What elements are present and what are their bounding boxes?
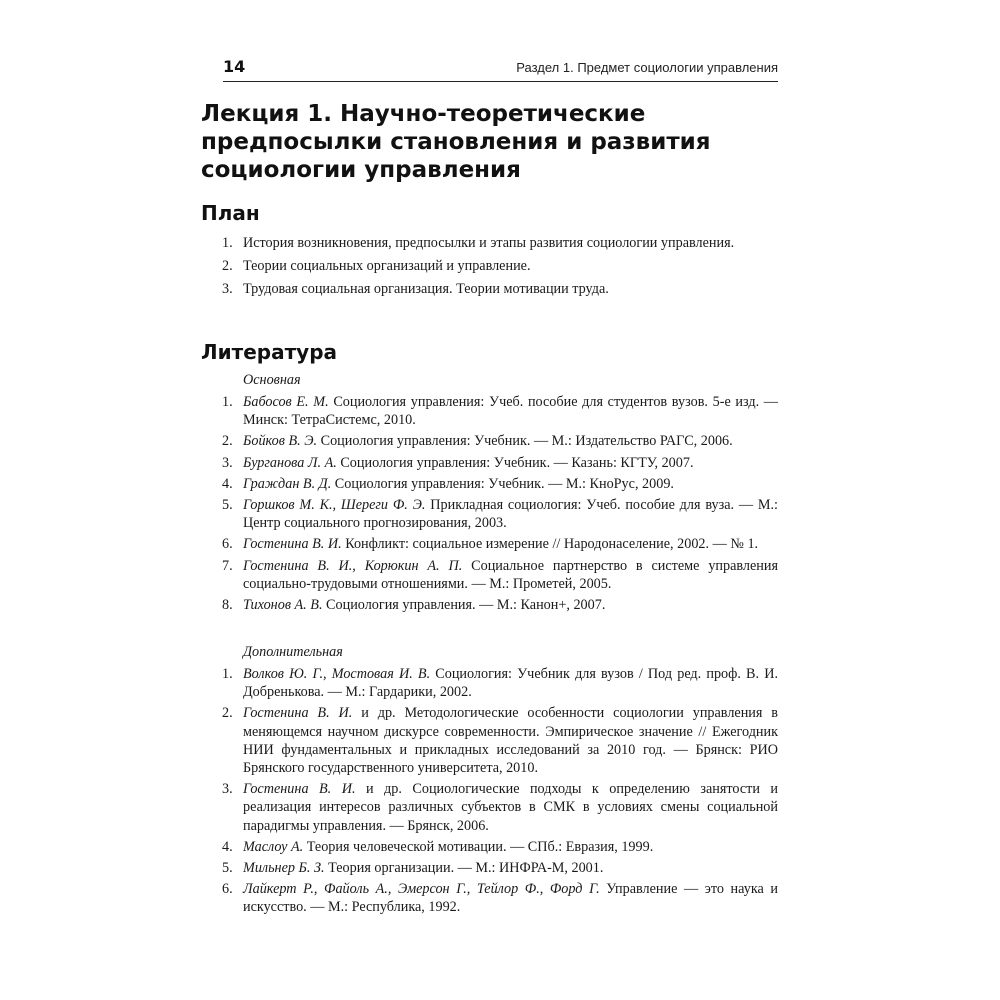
- reference-author: Волков Ю. Г., Мостовая И. В.: [243, 666, 431, 682]
- reference-item: 5. Мильнер Б. З. Теория организации. — М.: ИНФРА-М, 2001.: [222, 860, 604, 877]
- reference-item: 1. Бабосов Е. М. Социология управления: Учеб. пособие для студентов вузов. 5-е изд. — Минск: ТетраСистемс, 2010.: [222, 394, 778, 429]
- reference-item: 4. Маслоу А. Теория человеческой мотивации. — СПб.: Евразия, 1999.: [222, 838, 654, 855]
- reference-item: 2. Гостенина В. И. и др. Методологические особенности социологии управления в меняющемся научном дискурсе современности. Эмпирическое значение // Ежегодник НИИ фундаментальных и прикладных исследований за 2010 год. — Брянск: РИО Брянского государственного университета, 2010.: [222, 705, 779, 777]
- reference-author: Гостенина В. И., Корюкин А. П.: [243, 557, 463, 574]
- plan-item: 2. Теории социальных организаций и управление.: [222, 258, 531, 275]
- reference-author: Мильнер Б. З.: [243, 860, 325, 877]
- plan-item: 3. Трудовая социальная организация. Теории мотивации труда.: [222, 281, 609, 298]
- additional-literature-label: Дополнительная: [243, 644, 343, 660]
- reference-item: 8. Тихонов А. В. Социология управления. — М.: Канон+, 2007.: [222, 597, 606, 614]
- main-literature-label: Основная: [243, 372, 301, 388]
- reference-author: Лайкерт Р., Файоль А., Эмерсон Г., Тейлор Ф., Форд Г.: [243, 881, 600, 898]
- reference-author: Горшков М. К., Шереги Ф. Э.: [243, 497, 426, 514]
- reference-author: Тихонов А. В.: [243, 597, 323, 614]
- additional-literature-list: [201, 665, 778, 917]
- lecture-title-line: социологии управления: [201, 157, 521, 183]
- reference-item: 1. Волков Ю. Г., Мостовая И. В. Социология: Учебник для вузов / Под ред. проф. В. И. Добренькова. — М.: Гардарики, 2002.: [222, 666, 778, 701]
- reference-author: Гостенина В. И.: [243, 781, 356, 798]
- reference-item: 7. Гостенина В. И., Корюкин А. П. Социальное партнерство в системе управления социально-трудовыми отношениями. — М.: Прометей, 2005.: [222, 557, 778, 592]
- main-literature-list: [201, 393, 778, 614]
- reference-item: 2. Бойков В. Э. Социология управления: Учебник. — М.: Издательство РАГС, 2006.: [222, 433, 733, 450]
- plan-item: 1. История возникновения, предпосылки и этапы развития социологии управления.: [222, 235, 735, 251]
- page-header: [223, 55, 778, 82]
- page-number: 14: [223, 57, 246, 76]
- reference-item: 5. Горшков М. К., Шереги Ф. Э. Прикладная социология: Учеб. пособие для вуза. — М.: Центр социального прогнозирования, 2003.: [222, 497, 778, 532]
- reference-author: Граждан В. Д.: [243, 475, 332, 492]
- reference-author: Бойков В. Э.: [243, 433, 318, 450]
- reference-author: Гостенина В. И.: [243, 536, 342, 553]
- reference-item: 6. Лайкерт Р., Файоль А., Эмерсон Г., Тейлор Ф., Форд Г. Управление — это наука и искусство. — М.: Республика, 1992.: [222, 881, 778, 916]
- reference-item: 6. Гостенина В. И. Конфликт: социальное измерение // Народонаселение, 2002. — № 1.: [222, 536, 759, 553]
- reference-item: 4. Граждан В. Д. Социология управления: Учебник. — М.: КноРус, 2009.: [222, 475, 674, 492]
- reference-author: Гостенина В. И.: [243, 705, 353, 722]
- lecture-title: [201, 100, 801, 184]
- lecture-title-line: предпосылки становления и развития: [201, 129, 711, 155]
- running-head: Раздел 1. Предмет социологии управления: [516, 60, 778, 75]
- plan-list: [201, 234, 778, 299]
- reference-author: Бабосов Е. М.: [243, 394, 329, 410]
- literature-heading: Литература: [201, 340, 338, 364]
- reference-item: 3. Гостенина В. И. и др. Социологические подходы к определению занятости и реализация интересов различных субъектов в СМК в условиях смены социальной парадигмы управления. — Брянск, 2006.: [222, 781, 778, 834]
- reference-item: 3. Бурганова Л. А. Социология управления: Учебник. — Казань: КГТУ, 2007.: [222, 454, 694, 471]
- plan-heading: План: [201, 201, 260, 225]
- reference-author: Бурганова Л. А.: [243, 454, 337, 471]
- reference-author: Маслоу А.: [243, 838, 304, 855]
- lecture-title-line: Лекция 1. Научно-теоретические: [201, 101, 646, 127]
